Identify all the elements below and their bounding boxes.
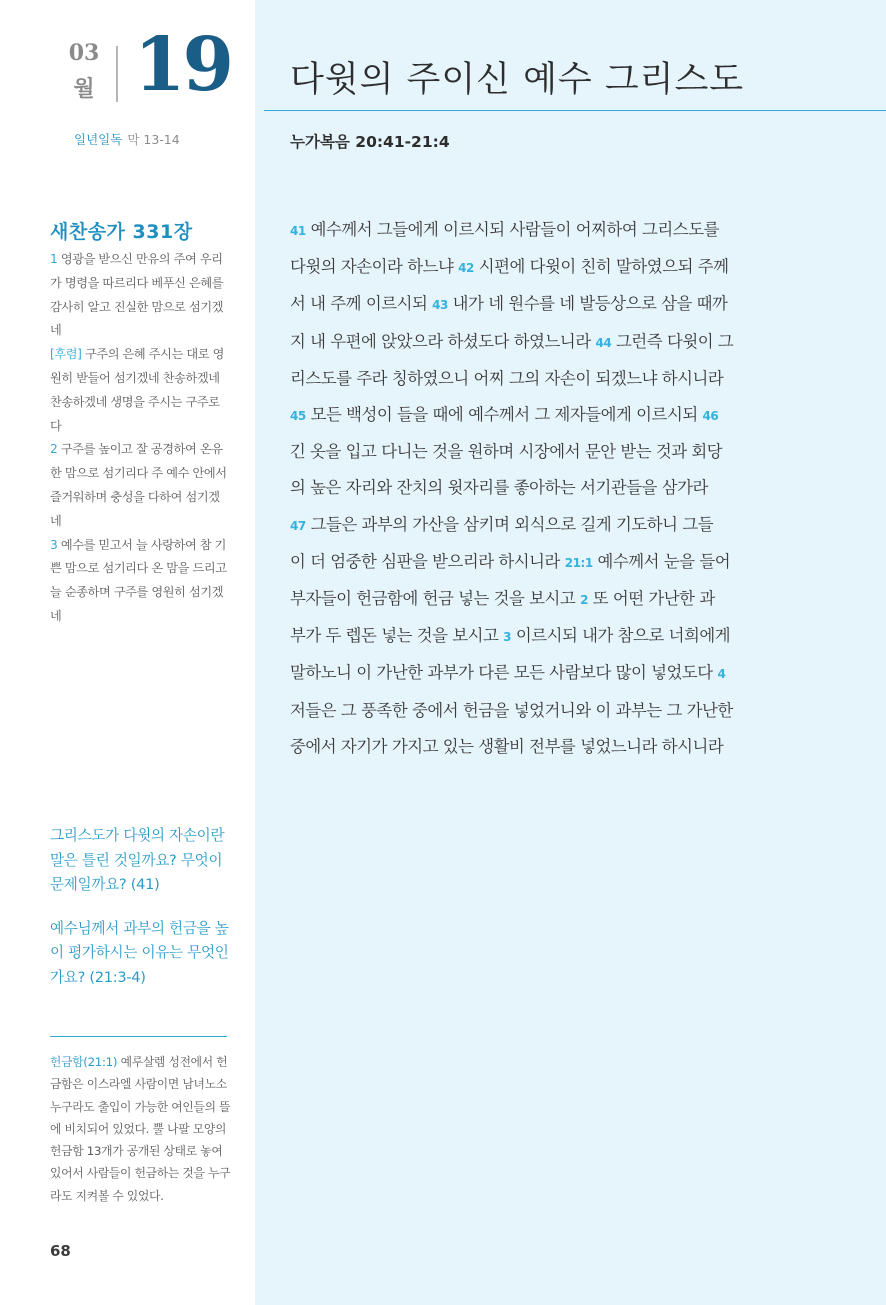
hymn-verse-text: 구주의 은혜 주시는 대로 영원히 받들어 섬기겠네 찬송하겠네 찬송하겠네 생명을 주시는 구주로다	[50, 347, 224, 433]
hymn-verse-marker: [후렴]	[50, 347, 82, 362]
verse-text: 내가 네 원수를 네 발등상으로 삼을 때까	[447, 294, 728, 314]
verse-text: 예수께서 눈을 들어	[592, 551, 731, 571]
verse-number: 43	[432, 298, 448, 313]
hymn-verse	[50, 343, 230, 438]
hymn-verse	[50, 534, 230, 629]
scripture-line	[290, 470, 800, 506]
verse-text: 그들은 과부의 가산을 삼키며 외식으로 길게 기도하니 그들	[305, 514, 714, 534]
scripture-line	[290, 249, 800, 286]
month-label: 월	[73, 76, 95, 102]
verse-text: 그런즉 다윗이 그	[611, 331, 734, 351]
scripture-line	[290, 618, 800, 655]
hymn-lyrics	[50, 248, 230, 629]
hymn-verse-text: 구주를 높이고 잘 공경하여 온유한 맘으로 섬기리다 주 예수 안에서 즐거워하며 충성을 다하여 섬기겠네	[50, 442, 227, 528]
verse-number: 3	[503, 630, 512, 645]
verse-number: 4	[717, 667, 726, 682]
date-divider	[116, 46, 118, 102]
verse-text: 이르시되 내가 참으로 너희에게	[511, 626, 731, 646]
note-divider	[50, 1036, 227, 1037]
verse-text: 말하노니 이 가난한 과부가 다른 모든 사람보다 많이 넣었도다	[290, 663, 718, 683]
verse-number: 2	[580, 593, 588, 608]
hymn-verse	[50, 248, 230, 343]
verse-number: 46	[702, 409, 719, 424]
page-title: 다윗의 주이신 예수 그리스도	[290, 60, 745, 100]
hymn-verse	[50, 438, 230, 533]
verse-number: 42	[458, 261, 474, 276]
verse-text: 모든 백성이 들을 때에 예수께서 그 제자들에게 이르시되	[305, 405, 703, 425]
verse-text: 지 내 우편에 앉았으라 하셨도다 하였느니라	[290, 331, 596, 351]
note-text: 예루살렘 성전에서 헌금함은 이스라엘 사람이면 남녀노소 누구라도 출입이 가능한 여인들의 뜰에 비치되어 있었다. 뿔 나팔 모양의 헌금함 13개가 공개된 상태로 놓여 있어서 사람들이 헌금하는 것을 누구라도 지켜볼 수 있었다.	[50, 1055, 231, 1203]
verse-text: 서 내 주께 이르시되	[290, 294, 433, 314]
title-rule	[264, 110, 886, 111]
verse-text: 저들은 그 풍족한 중에서 헌금을 넣었거니와 이 과부는 그 가난한	[290, 700, 733, 720]
verse-number: 47	[290, 518, 306, 533]
verse-text: 예수께서 그들에게 이르시되 사람들이 어찌하여 그리스도를	[305, 220, 719, 239]
verse-number: 44	[595, 335, 612, 350]
reflection-questions	[50, 824, 232, 1009]
verse-text: 다윗의 자손이라 하느냐	[290, 257, 459, 277]
month-number: 03	[68, 40, 100, 66]
glossary-note	[50, 1051, 232, 1207]
scripture-line	[290, 361, 800, 397]
hymn-verse-text: 영광을 받으신 만유의 주여 우리가 명령을 따르리다 베푸신 은혜를 감사히 알고 진실한 맘으로 섬기겠네	[50, 252, 224, 338]
verse-text: 시편에 다윗이 친히 말하였으되 주께	[473, 257, 729, 277]
verse-number: 41	[290, 224, 306, 238]
verse-text: 또 어떤 가난한 과	[587, 589, 715, 609]
verse-number: 21:1	[564, 555, 593, 570]
scripture-line	[290, 434, 800, 470]
annual-reading-label: 일년일독	[74, 132, 123, 147]
scripture-line	[290, 655, 800, 692]
scripture-line	[290, 729, 800, 765]
annual-reading-value: 막 13-14	[127, 132, 180, 147]
verse-text: 부자들이 헌금함에 헌금 넣는 것을 보시고	[290, 589, 581, 609]
hymn-verse-marker: 3	[50, 537, 58, 552]
note-term: 헌금함(21:1)	[50, 1055, 118, 1069]
scripture-line	[290, 212, 800, 249]
question: 그리스도가 다윗의 자손이란 말은 틀린 것일까요? 무엇이 문제일까요? (41)	[50, 827, 225, 893]
verse-number: 45	[290, 409, 306, 424]
question: 예수님께서 과부의 헌금을 높이 평가하시는 이유는 무엇인가요? (21:3-4)	[50, 919, 229, 986]
verse-text: 이 더 엄중한 심판을 받으리라 하시니라	[290, 551, 565, 571]
day-number: 19	[134, 22, 231, 108]
scripture-reference: 누가복음 20:41-21:4	[290, 133, 450, 151]
scripture-line	[290, 693, 800, 729]
scripture-text	[290, 212, 800, 765]
scripture-line	[290, 581, 800, 618]
verse-text: 긴 옷을 입고 다니는 것을 원하며 시장에서 문안 받는 것과 회당	[290, 442, 723, 462]
hymn-verse-marker: 1	[50, 252, 58, 266]
scripture-line	[290, 507, 800, 544]
hymn-verse-marker: 2	[50, 442, 58, 457]
verse-text: 리스도를 주라 칭하였으니 어찌 그의 자손이 되겠느냐 하시니라	[290, 368, 724, 388]
scripture-line	[290, 544, 800, 581]
verse-text: 중에서 자기가 가지고 있는 생활비 전부를 넣었느니라 하시니라	[290, 736, 724, 756]
annual-reading	[74, 130, 180, 148]
page-number: 68	[50, 1242, 71, 1260]
scripture-line	[290, 397, 800, 434]
hymn-verse-text: 예수를 믿고서 늘 사랑하여 참 기쁜 맘으로 섬기리다 온 맘을 드리고 늘 순종하며 구주를 영원히 섬기겠네	[50, 537, 227, 623]
scripture-line	[290, 286, 800, 323]
hymn-title: 새찬송가 331장	[50, 221, 193, 243]
verse-text: 의 높은 자리와 잔치의 윗자리를 좋아하는 서기관들을 삼가라	[290, 478, 708, 498]
verse-text: 부가 두 렙돈 넣는 것을 보시고	[290, 626, 504, 646]
scripture-line	[290, 324, 800, 361]
